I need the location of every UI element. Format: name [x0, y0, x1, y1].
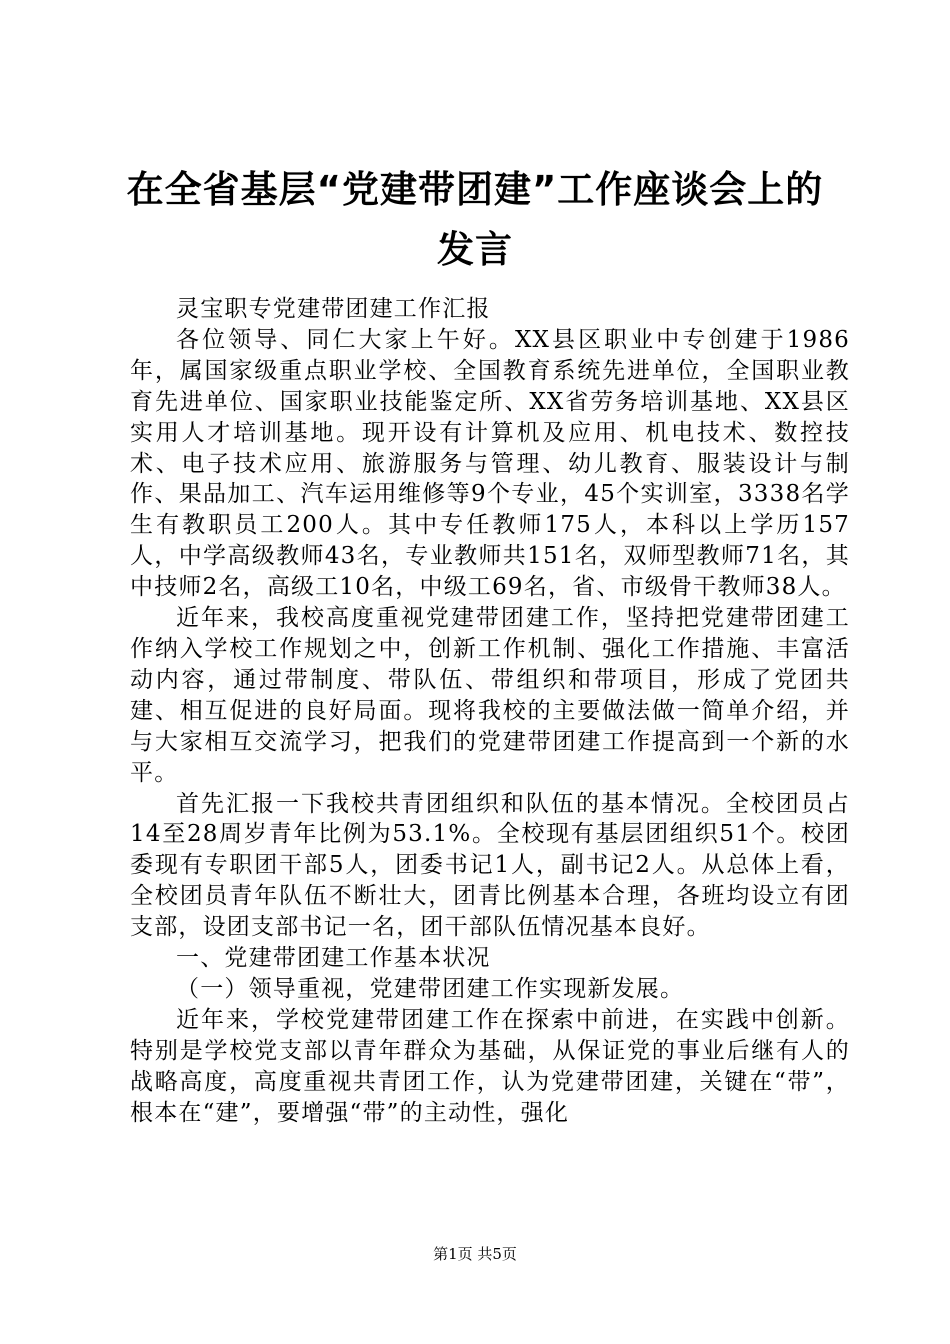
subsection-heading-1: （一）领导重视，党建带团建工作实现新发展。: [176, 975, 685, 1002]
document-title: 在全省基层“党建带团建”工作座谈会上的发言: [126, 168, 824, 271]
section-heading-1: 一、党建带团建工作基本状况: [176, 945, 491, 972]
document-body: [130, 294, 850, 1128]
paragraph-league-status: 首先汇报一下我校共青团组织和队伍的基本情况。全校团员占14至28周岁青年比例为53.1%。全校现有基层团组织51个。校团委现有专职团干部5人，团委书记1人，副书记2人。从总体上看，全校团员青年队伍不断壮大，团青比例基本合理，各班均设立有团支部，设团支部书记一名，团干部队伍情况基本良好。: [130, 790, 850, 941]
paragraph-subsection-1: 近年来，学校党建带团建工作在探索中前进，在实践中创新。特别是学校党支部以青年群众为基础，从保证党的事业后继有人的战略高度，高度重视共青团工作，认为党建带团建，关键在“带”，根本在“建”，要增强“带”的主动性，强化: [130, 1006, 850, 1126]
page-number-footer: 第1页 共5页: [433, 1245, 517, 1263]
paragraph-overview: 近年来，我校高度重视党建带团建工作，坚持把党建带团建工作纳入学校工作规划之中，创新工作机制、强化工作措施、丰富活动内容，通过带制度、带队伍、带组织和带项目，形成了党团共建、相互促进的良好局面。现将我校的主要做法做一简单介绍，并与大家相互交流学习，把我们的党建带团建工作提高到一个新的水平。: [130, 605, 850, 786]
paragraph-introduction: 各位领导、同仁大家上午好。XX县区职业中专创建于1986年，属国家级重点职业学校、全国教育系统先进单位，全国职业教育先进单位、国家职业技能鉴定所、XX省劳务培训基地、XX县区实用人才培训基地。现开设有计算机及应用、机电技术、数控技术、电子技术应用、旅游服务与管理、幼儿教育、服装设计与制作、果品加工、汽车运用维修等9个专业，45个实训室，3338名学生有教职员工200人。其中专任教师175人，本科以上学历157人，中学高级教师43名，专业教师共151名，双师型教师71名，其中技师2名，高级工10名，中级工69名，省、市级骨干教师38人。: [130, 326, 850, 601]
report-subtitle: 灵宝职专党建带团建工作汇报: [176, 296, 491, 322]
